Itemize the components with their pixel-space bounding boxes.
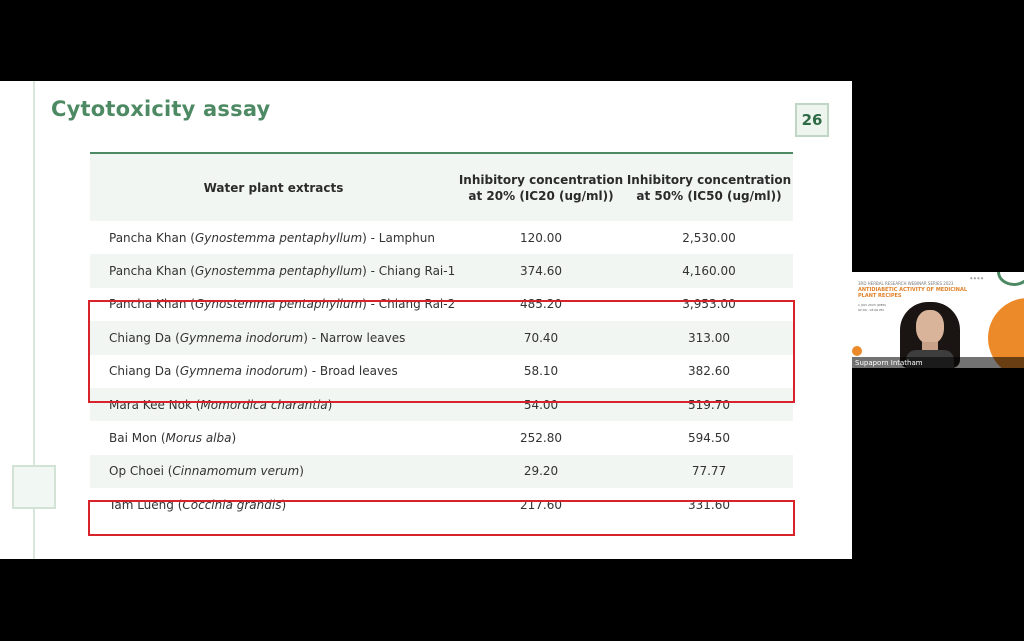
ic50-value: 77.77 (691, 464, 727, 479)
sponsor-logos: ● ● ● ● (970, 276, 984, 280)
ic50-value: 382.60 (688, 364, 730, 379)
webinar-date-text: 1 JULY 2023 (WED) (858, 303, 887, 307)
ic50-value: 519.70 (688, 397, 730, 412)
extract-name: Mara Kee Nok (Momordica charantia) (109, 397, 333, 412)
table-row (90, 254, 793, 287)
participant-video-tile[interactable] (852, 272, 1024, 368)
header-ic50: Inhibitory concentration at 50% (IC50 (ug/ml)) (626, 172, 792, 203)
table-row (90, 455, 793, 488)
header-ic20: Inhibitory concentration at 20% (IC20 (ug/ml)) (458, 172, 624, 203)
ic20-value: 252.80 (520, 431, 562, 446)
highlight-box-pancha-khan (88, 300, 795, 403)
header-extracts: Water plant extracts (203, 180, 344, 195)
decorative-green-arc (997, 272, 1024, 286)
cytotoxicity-table (90, 152, 793, 522)
ic20-value: 29.20 (523, 464, 559, 479)
ic20-value: 70.40 (523, 330, 559, 345)
ic50-value: 594.50 (688, 431, 730, 446)
extract-name: Tam Lueng (Coccinia grandis) (109, 497, 287, 512)
extract-name: Op Choei (Cinnamomum verum) (109, 464, 304, 479)
ic20-value: 217.60 (520, 497, 562, 512)
extract-name: Pancha Khan (Gynostemma pentaphyllum) - Chiang Rai-2 (109, 297, 456, 312)
extract-name: Pancha Khan (Gynostemma pentaphyllum) - Lamphun (109, 230, 435, 245)
decorative-square (12, 465, 56, 509)
ic20-value: 120.00 (520, 230, 562, 245)
ic50-value: 2,530.00 (682, 230, 736, 245)
ic50-value: 3,953.00 (682, 297, 736, 312)
ic50-value: 313.00 (688, 330, 730, 345)
ic20-value: 374.60 (520, 264, 562, 279)
extract-name: Bai Mon (Morus alba) (109, 431, 237, 446)
extract-name: Chiang Da (Gymnema inodorum) - Narrow leaves (109, 330, 406, 345)
slide-title: Cytotoxicity assay (51, 97, 271, 121)
extract-name: Chiang Da (Gymnema inodorum) - Broad leaves (109, 364, 398, 379)
table-row (90, 221, 793, 254)
table-row (90, 421, 793, 454)
table-header (90, 152, 793, 221)
slide-page-number: 26 (795, 103, 829, 137)
participant-name: Supaporn Intatham (855, 359, 923, 367)
webinar-series-text: 3RD HERBAL RESEARCH WEBINAR SERIES 2023 (858, 281, 954, 286)
highlight-box-bai-mon (88, 497, 795, 536)
ic50-value: 331.60 (688, 497, 730, 512)
ic20-value: 58.10 (523, 364, 559, 379)
ic20-value: 485.20 (520, 297, 562, 312)
presentation-slide (0, 81, 852, 559)
webinar-topic-text: ANTIDIABETIC ACTIVITY OF MEDICINAL PLANT RECIPES (858, 287, 968, 299)
extract-name: Pancha Khan (Gynostemma pentaphyllum) - Chiang Rai-1 (109, 264, 456, 279)
ic20-value: 54.00 (523, 397, 559, 412)
decorative-orange-dot (852, 346, 862, 356)
webinar-time-text: 02:00 - 03:00 PM (858, 308, 884, 312)
ic50-value: 4,160.00 (682, 264, 736, 279)
